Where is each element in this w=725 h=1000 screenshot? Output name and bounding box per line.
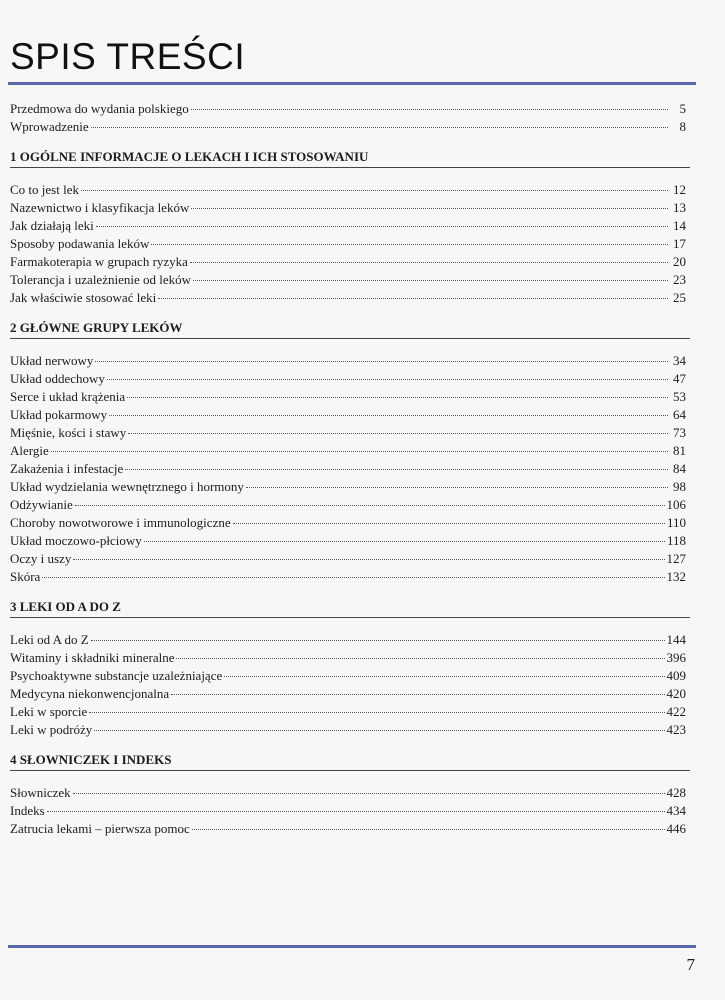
- toc-entry-label: Zatrucia lekami – pierwsza pomoc: [10, 821, 190, 836]
- toc-entry[interactable]: [10, 514, 686, 532]
- dot-leader: [192, 828, 665, 830]
- toc-entry-page: 73: [673, 425, 686, 440]
- toc-entry-label: Leki w sporcie: [10, 704, 88, 719]
- toc-entry-page: 127: [666, 551, 686, 566]
- dot-leader: [73, 792, 665, 794]
- dot-leader: [107, 378, 668, 380]
- intro-entries: [10, 100, 686, 136]
- toc-entry[interactable]: [10, 352, 686, 370]
- toc-entry[interactable]: [10, 100, 686, 118]
- dot-leader: [127, 396, 668, 398]
- dot-leader: [89, 711, 664, 713]
- dot-leader: [109, 414, 668, 416]
- toc-entry-label: Skóra: [10, 569, 41, 584]
- toc-entry[interactable]: [10, 271, 686, 289]
- dot-leader: [128, 432, 668, 434]
- toc-entry-page: 34: [673, 353, 686, 368]
- dot-leader: [96, 225, 668, 227]
- page-title: SPIS TREŚCI: [10, 36, 246, 77]
- toc-entry[interactable]: [10, 802, 686, 820]
- dot-leader: [224, 675, 664, 677]
- toc-entry[interactable]: [10, 289, 686, 307]
- toc-entry[interactable]: [10, 784, 686, 802]
- toc-entry-page: 423: [666, 722, 686, 737]
- toc-entry-label: Sposoby podawania leków: [10, 236, 150, 251]
- toc-entry-page: 25: [673, 290, 686, 305]
- toc-entry-page: 12: [673, 182, 686, 197]
- section-heading[interactable]: 1 OGÓLNE INFORMACJE O LEKACH I ICH STOSOWANIU: [10, 148, 690, 168]
- toc-entry[interactable]: [10, 532, 686, 550]
- toc-entry[interactable]: [10, 460, 686, 478]
- toc-entry[interactable]: [10, 721, 686, 739]
- toc-entry-label: Zakażenia i infestacje: [10, 461, 124, 476]
- toc-entry-label: Serce i układ krążenia: [10, 389, 126, 404]
- dot-leader: [73, 558, 664, 560]
- toc-entry-page: 422: [666, 704, 686, 719]
- dot-leader: [42, 576, 664, 578]
- toc-entry[interactable]: [10, 181, 686, 199]
- toc-entry[interactable]: [10, 370, 686, 388]
- toc-entry-label: Witaminy i składniki mineralne: [10, 650, 175, 665]
- dot-leader: [171, 693, 664, 695]
- toc-entry-label: Indeks: [10, 803, 45, 818]
- dot-leader: [125, 468, 668, 470]
- toc-entry[interactable]: [10, 820, 686, 838]
- dot-leader: [94, 729, 664, 731]
- toc-entry-label: Jak działają leki: [10, 218, 94, 233]
- toc-entry[interactable]: [10, 703, 686, 721]
- dot-leader: [75, 504, 665, 506]
- toc-entry-label: Jak właściwie stosować leki: [10, 290, 157, 305]
- toc-entry-label: Układ wydzielania wewnętrznego i hormony: [10, 479, 244, 494]
- dot-leader: [233, 522, 665, 524]
- toc-entry-page: 47: [673, 371, 686, 386]
- dot-leader: [51, 450, 668, 452]
- dot-leader: [193, 279, 668, 281]
- dot-leader: [95, 360, 668, 362]
- dot-leader: [47, 810, 665, 812]
- toc-entry-page: 106: [666, 497, 686, 512]
- toc-entry-label: Odżywianie: [10, 497, 73, 512]
- toc-entry-page: 81: [673, 443, 686, 458]
- page-number: 7: [686, 955, 695, 974]
- toc-entry-page: 23: [673, 272, 686, 287]
- toc-entry-label: Nazewnictwo i klasyfikacja leków: [10, 200, 190, 215]
- toc-entry[interactable]: [10, 406, 686, 424]
- toc-entry[interactable]: [10, 568, 686, 586]
- toc-entry[interactable]: [10, 631, 686, 649]
- toc-entry-page: 420: [666, 686, 686, 701]
- toc-entry-page: 110: [666, 515, 686, 530]
- table-of-contents: [10, 100, 686, 838]
- dot-leader: [91, 126, 668, 128]
- toc-entry[interactable]: [10, 550, 686, 568]
- dot-leader: [158, 297, 668, 299]
- toc-entry-page: 434: [666, 803, 686, 818]
- toc-entry-page: 132: [666, 569, 686, 584]
- toc-entry[interactable]: [10, 442, 686, 460]
- toc-entry-page: 13: [673, 200, 686, 215]
- dot-leader: [190, 261, 668, 263]
- toc-entry[interactable]: [10, 667, 686, 685]
- section-heading[interactable]: 2 GŁÓWNE GRUPY LEKÓW: [10, 319, 690, 339]
- toc-entry-page: 53: [673, 389, 686, 404]
- toc-entry-label: Układ oddechowy: [10, 371, 105, 386]
- section-heading[interactable]: 3 LEKI OD A DO Z: [10, 598, 690, 618]
- toc-entry-page: 98: [673, 479, 686, 494]
- toc-entry-label: Wprowadzenie: [10, 119, 89, 134]
- toc-entry[interactable]: [10, 388, 686, 406]
- toc-entry-page: 84: [673, 461, 686, 476]
- toc-entry-label: Układ pokarmowy: [10, 407, 108, 422]
- top-rule: [8, 82, 696, 85]
- toc-entry-page: 64: [673, 407, 686, 422]
- dot-leader: [151, 243, 668, 245]
- dot-leader: [191, 108, 668, 110]
- toc-entry-page: 14: [673, 218, 686, 233]
- toc-entry-label: Alergie: [10, 443, 49, 458]
- bottom-rule: [8, 945, 696, 948]
- toc-entry[interactable]: [10, 217, 686, 235]
- toc-entry-page: 409: [666, 668, 686, 683]
- toc-entry[interactable]: [10, 424, 686, 442]
- dot-leader: [91, 639, 665, 641]
- toc-entry-label: Tolerancja i uzależnienie od leków: [10, 272, 192, 287]
- toc-entry-page: 118: [666, 533, 686, 548]
- toc-entry-label: Co to jest lek: [10, 182, 79, 197]
- toc-entry-label: Słowniczek: [10, 785, 71, 800]
- toc-entry[interactable]: [10, 478, 686, 496]
- dot-leader: [246, 486, 668, 488]
- toc-entry-label: Medycyna niekonwencjonalna: [10, 686, 170, 701]
- dot-leader: [191, 207, 668, 209]
- toc-entry[interactable]: [10, 685, 686, 703]
- toc-entry-label: Farmakoterapia w grupach ryzyka: [10, 254, 188, 269]
- toc-entry-label: Przedmowa do wydania polskiego: [10, 101, 189, 116]
- section-heading[interactable]: 4 SŁOWNICZEK I INDEKS: [10, 751, 690, 771]
- toc-entry-page: 17: [673, 236, 686, 251]
- dot-leader: [176, 657, 664, 659]
- toc-entry-page: 428: [666, 785, 686, 800]
- toc-entry[interactable]: [10, 118, 686, 136]
- toc-entry-page: 5: [679, 101, 686, 116]
- toc-entry[interactable]: [10, 235, 686, 253]
- toc-entry-label: Choroby nowotworowe i immunologiczne: [10, 515, 231, 530]
- toc-entry-page: 446: [666, 821, 686, 836]
- dot-leader: [144, 540, 665, 542]
- toc-entry-label: Układ moczowo-płciowy: [10, 533, 142, 548]
- toc-entry-page: 20: [673, 254, 686, 269]
- toc-entry[interactable]: [10, 199, 686, 217]
- toc-entry[interactable]: [10, 496, 686, 514]
- toc-entry-label: Oczy i uszy: [10, 551, 72, 566]
- toc-entry-page: 8: [679, 119, 686, 134]
- toc-entry-label: Układ nerwowy: [10, 353, 94, 368]
- toc-entry-page: 144: [666, 632, 686, 647]
- dot-leader: [81, 189, 668, 191]
- toc-entry-label: Psychoaktywne substancje uzależniające: [10, 668, 223, 683]
- toc-sections: [10, 148, 686, 838]
- toc-entry-label: Mięśnie, kości i stawy: [10, 425, 127, 440]
- toc-entry-page: 396: [666, 650, 686, 665]
- toc-entry[interactable]: [10, 253, 686, 271]
- toc-entry[interactable]: [10, 649, 686, 667]
- toc-entry-label: Leki w podróży: [10, 722, 93, 737]
- toc-entry-label: Leki od A do Z: [10, 632, 89, 647]
